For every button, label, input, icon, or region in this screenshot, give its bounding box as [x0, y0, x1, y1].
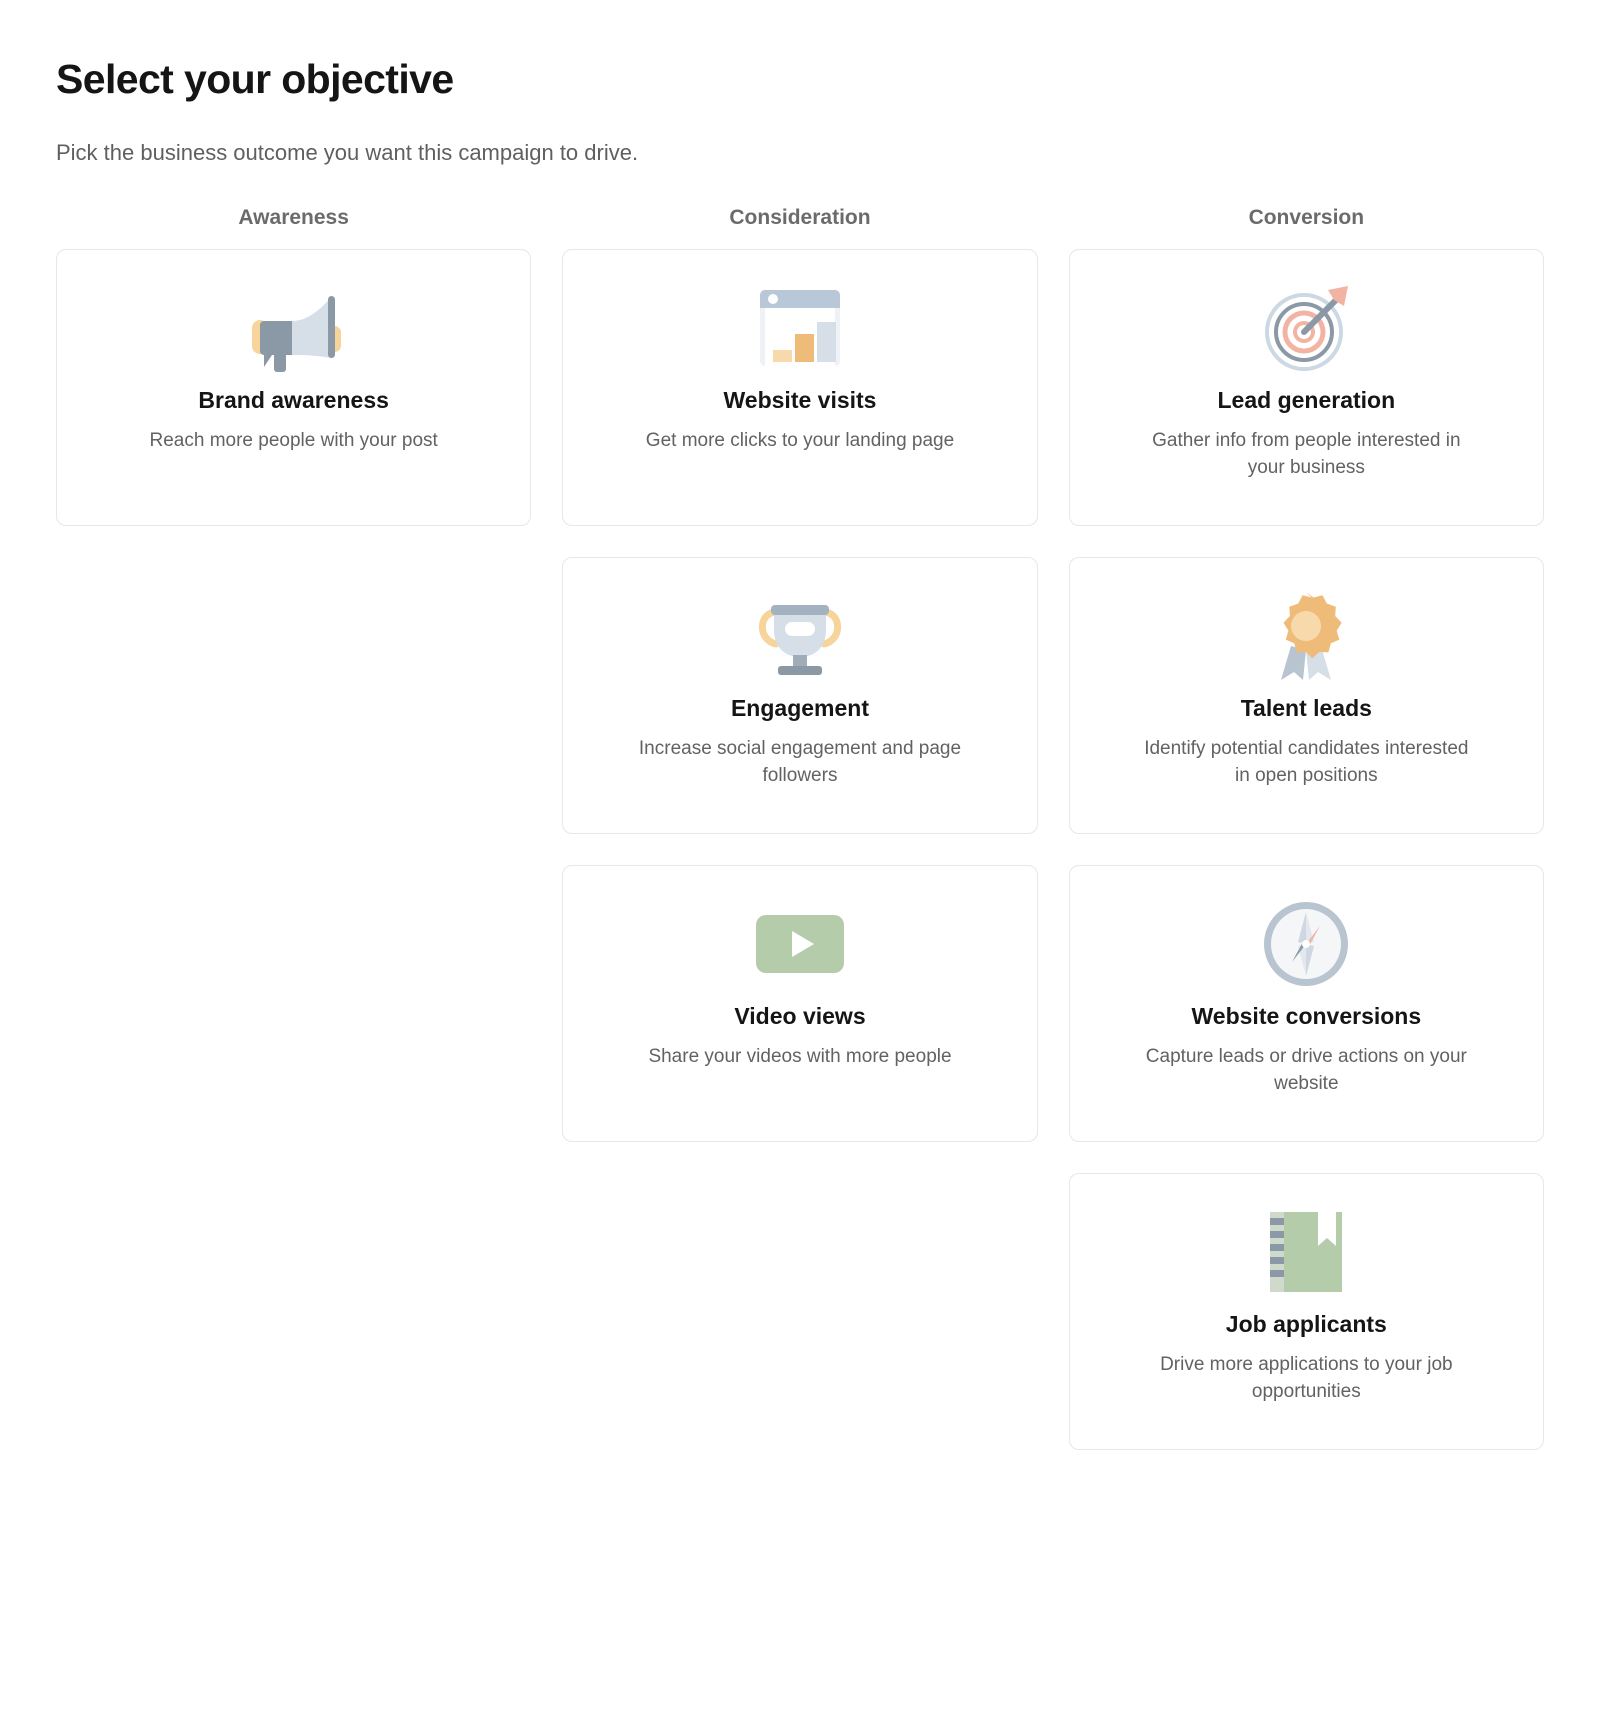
objective-card-job-applicants[interactable] [1069, 1173, 1544, 1450]
card-title: Talent leads [1240, 694, 1372, 721]
card-description: Get more clicks to your landing page [645, 430, 955, 452]
card-title: Lead generation [1217, 386, 1396, 413]
browser-bar-chart-icon [585, 276, 1014, 380]
objective-card-talent-leads[interactable] [1069, 557, 1544, 834]
card-description: Capture leads or drive actions on your website [1145, 1046, 1467, 1095]
column-header-consideration: Consideration [729, 205, 871, 229]
objective-card-website-conversions[interactable] [1069, 865, 1544, 1142]
card-title: Website conversions [1191, 1002, 1422, 1029]
column-consideration [562, 206, 1037, 1142]
card-title: Brand awareness [198, 386, 389, 413]
column-cards-awareness [56, 249, 531, 526]
card-description: Increase social engagement and page followers [638, 738, 962, 787]
card-description: Identify potential candidates interested in open positions [1144, 738, 1469, 787]
objective-card-lead-generation[interactable] [1069, 249, 1544, 526]
trophy-icon [585, 584, 1014, 688]
card-description: Reach more people with your post [149, 430, 438, 452]
card-title: Website visits [723, 386, 877, 413]
column-conversion [1069, 206, 1544, 1450]
card-description: Gather info from people interested in your business [1152, 430, 1461, 479]
column-header-conversion: Conversion [1248, 205, 1365, 229]
card-description: Drive more applications to your job opportunities [1160, 1354, 1453, 1403]
objective-card-video-views[interactable] [562, 865, 1037, 1142]
page-title: Select your objective [56, 56, 454, 102]
card-title: Engagement [730, 694, 869, 721]
compass-icon [1092, 892, 1521, 996]
notebook-bookmark-icon [1092, 1200, 1521, 1304]
card-title: Video views [734, 1002, 866, 1029]
column-cards-consideration [562, 249, 1037, 1142]
objective-columns [56, 206, 1544, 1450]
objective-card-engagement[interactable] [562, 557, 1037, 834]
target-dart-icon [1092, 276, 1521, 380]
column-header-awareness: Awareness [238, 205, 349, 229]
objective-card-brand-awareness[interactable] [56, 249, 531, 526]
card-title: Job applicants [1225, 1310, 1387, 1337]
megaphone-icon [79, 276, 508, 380]
video-play-icon [585, 892, 1014, 996]
card-description: Share your videos with more people [648, 1046, 952, 1068]
page-subtitle: Pick the business outcome you want this campaign to drive. [56, 140, 639, 166]
column-cards-conversion [1069, 249, 1544, 1450]
objective-card-website-visits[interactable] [562, 249, 1037, 526]
award-ribbon-icon [1092, 584, 1521, 688]
column-awareness [56, 206, 531, 526]
